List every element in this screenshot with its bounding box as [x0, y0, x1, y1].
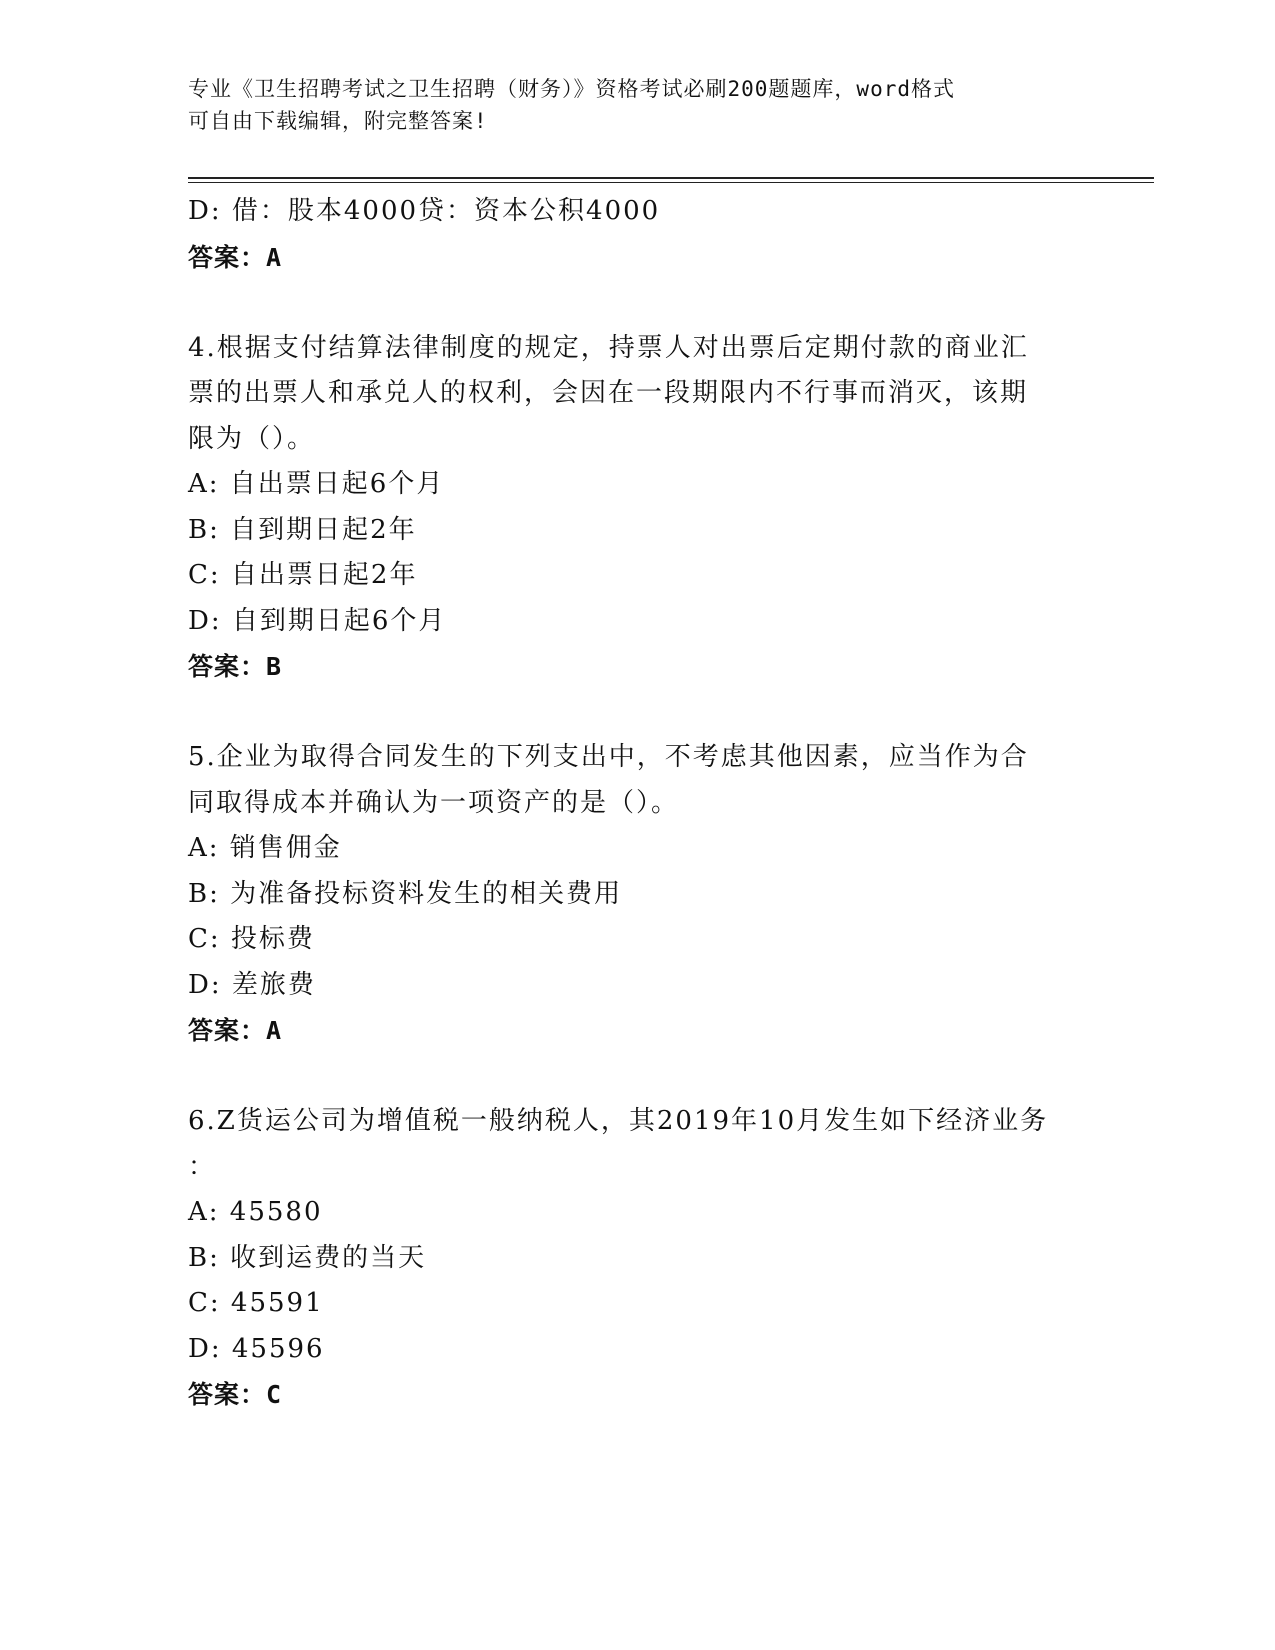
option-b: B: 收到运费的当天 — [188, 1242, 427, 1273]
answer-label: 答案：B — [188, 652, 283, 681]
option-a: A: 自出票日起6个月 — [188, 469, 445, 499]
spacer — [188, 690, 1118, 736]
question-text: ： — [188, 1151, 217, 1182]
option-d: D: 借：股本4000贷：资本公积4000 — [188, 196, 661, 226]
answer-label: 答案：A — [188, 1016, 283, 1045]
question-4 — [188, 326, 1118, 690]
option-c: C: 自出票日起2年 — [188, 560, 418, 590]
header-rule-thick — [188, 177, 1154, 179]
option-c: C: 投标费 — [188, 924, 315, 954]
question-6 — [188, 1099, 1118, 1418]
question-list — [188, 189, 1118, 1418]
option-d: D: 差旅费 — [188, 969, 316, 1000]
question-3-tail — [188, 189, 1118, 280]
option-a: A: 45580 — [188, 1197, 323, 1227]
question-text: 限为（）。 — [188, 423, 316, 454]
option-b: B: 自到期日起2年 — [188, 514, 417, 545]
question-5 — [188, 735, 1118, 1054]
option-c: C: 45591 — [188, 1288, 324, 1318]
document-header — [188, 73, 1088, 137]
spacer — [188, 1054, 1118, 1100]
option-a: A: 销售佣金 — [188, 833, 342, 863]
question-text: 4.根据支付结算法律制度的规定，持票人对出票后定期付款的商业汇 — [188, 332, 1029, 363]
question-text: 6.Z货运公司为增值税一般纳税人，其2019年10月发生如下经济业务 — [188, 1106, 1049, 1136]
answer-label: 答案：A — [188, 242, 283, 272]
answer-label: 答案：C — [188, 1380, 283, 1409]
option-d: D: 45596 — [188, 1333, 325, 1364]
question-text: 同取得成本并确认为一项资产的是（）。 — [188, 787, 680, 818]
header-line-1: 专业《卫生招聘考试之卫生招聘（财务）》资格考试必刷200题题库，word格式 — [188, 77, 955, 101]
spacer — [188, 280, 1118, 326]
option-b: B: 为准备投标资料发生的相关费用 — [188, 878, 623, 909]
option-d: D: 自到期日起6个月 — [188, 605, 447, 636]
header-line-2: 可自由下载编辑，附完整答案! — [188, 109, 488, 133]
question-text: 5.企业为取得合同发生的下列支出中，不考虑其他因素，应当作为合 — [188, 742, 1029, 772]
header-rule-thin — [188, 182, 1154, 183]
question-text: 票的出票人和承兑人的权利，会因在一段期限内不行事而消灭，该期 — [188, 378, 1029, 408]
